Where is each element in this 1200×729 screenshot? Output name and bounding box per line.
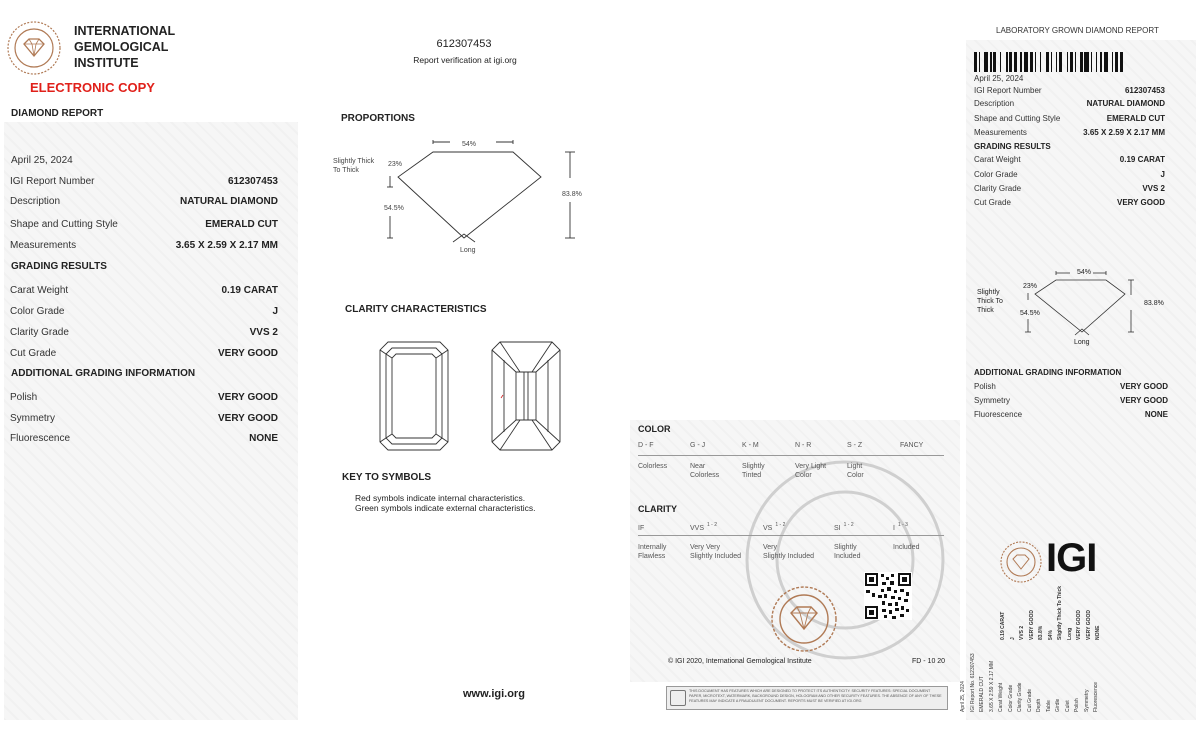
grading-value: J <box>272 306 278 317</box>
detail-label: Description <box>10 196 61 207</box>
clarity-grade <box>690 522 717 532</box>
igi-logo-seal-icon <box>998 539 1044 585</box>
clarity-grade <box>638 522 647 532</box>
barcode-bar <box>1009 52 1012 72</box>
stub-value: 83.8% <box>1038 625 1044 640</box>
right-grading-label: Color Grade <box>974 170 1018 179</box>
clarity-grade <box>834 522 854 532</box>
barcode-bar <box>1115 52 1118 72</box>
additional-value: VERY GOOD <box>217 413 278 424</box>
right-detail-value: NATURAL DIAMOND <box>1086 99 1165 108</box>
barcode-bar <box>1056 52 1058 72</box>
color-term: Light Color <box>847 463 864 479</box>
barcode-bar <box>990 52 992 72</box>
igi-bottom-seal-icon <box>768 583 840 655</box>
right-additional-label: Fluorescence <box>974 410 1023 419</box>
right-additional-value: VERY GOOD <box>1119 382 1168 391</box>
grading-label: Carat Weight <box>10 285 69 296</box>
right-table-percent: 54% <box>1077 269 1092 276</box>
emerald-crown-plot <box>378 340 450 452</box>
barcode-bar <box>1000 52 1002 72</box>
color-grade: N - R <box>795 442 812 449</box>
color-scale-title: COLOR <box>638 424 671 434</box>
clarity-grade <box>893 522 908 532</box>
stub-value: NONE <box>1095 625 1101 640</box>
key-red-symbols: Red symbols indicate internal characteristics. <box>355 493 526 503</box>
stub-label: Color Grade <box>1007 684 1014 712</box>
right-additional-label: Symmetry <box>974 396 1010 405</box>
grading-label: Clarity Grade <box>10 327 69 338</box>
color-scale-line <box>638 455 944 456</box>
clarity-grade-label: VS <box>763 525 773 532</box>
stub-value: J <box>1009 637 1016 640</box>
clarity-grade-label: VVS <box>690 525 705 532</box>
clarity-grade-range: 1 - 2 <box>843 522 854 528</box>
detail-value: NATURAL DIAMOND <box>180 196 278 207</box>
right-grading-value: VVS 2 <box>1142 184 1165 193</box>
copyright-text: © IGI 2020, International Gemological Institute <box>668 658 812 665</box>
detail-label: Measurements <box>10 240 77 251</box>
grading-label: Color Grade <box>10 306 65 317</box>
depth-percent: 83.8% <box>562 191 582 198</box>
barcode-bar <box>974 52 977 72</box>
detail-label: Shape and Cutting Style <box>10 219 118 230</box>
grading-value: VERY GOOD <box>217 348 278 359</box>
grading-label: Cut Grade <box>10 348 57 359</box>
additional-label: Polish <box>10 392 38 403</box>
pavilion-percent: 54.5% <box>384 205 404 212</box>
stub-label: Polish <box>1074 698 1080 712</box>
girdle-description: Slightly Thick To Thick <box>333 158 375 174</box>
barcode-bar <box>1046 52 1049 72</box>
clarity-grade-range: 1 - 3 <box>897 522 908 528</box>
report-date: April 25, 2024 <box>11 155 73 166</box>
clarity-grade-label: IF <box>638 525 645 532</box>
barcode-bar <box>1040 52 1042 72</box>
stub-label: Girdle <box>1055 698 1061 712</box>
verification-text[interactable]: Report verification at igi.org <box>413 55 517 65</box>
clarity-grade-label: SI <box>834 525 841 532</box>
stub-value: 0.19 CARAT <box>1000 611 1006 640</box>
stub-value: Long <box>1066 627 1073 640</box>
grading-value: 0.19 CARAT <box>221 285 278 296</box>
barcode-bar <box>1100 52 1102 72</box>
detail-label: IGI Report Number <box>10 176 95 187</box>
barcode-bar <box>1084 52 1089 72</box>
barcode-bar <box>1030 52 1033 72</box>
right-grading-value: VERY GOOD <box>1116 198 1165 207</box>
color-term: Slightly Tinted <box>742 463 765 479</box>
right-culet-description: Long <box>1074 339 1090 346</box>
report-number-top: 612307453 <box>436 38 492 50</box>
crown-percent: 23% <box>388 161 403 168</box>
right-pavilion-percent: 54.5% <box>1020 310 1040 317</box>
detail-value: 3.65 X 2.59 X 2.17 MM <box>175 240 278 251</box>
right-detail-label: Measurements <box>974 128 1027 137</box>
barcode-bar <box>1091 52 1093 72</box>
proportions-title: PROPORTIONS <box>341 113 415 124</box>
stub-label: Symmetry <box>1083 689 1090 712</box>
right-grading-value: 0.19 CARAT <box>1119 155 1165 164</box>
igi-logo-text: IGI <box>1046 536 1097 580</box>
detail-value: 612307453 <box>227 176 278 187</box>
form-code: FD - 10 20 <box>912 658 946 665</box>
barcode-bar <box>1051 52 1053 72</box>
grading-title: GRADING RESULTS <box>11 261 107 272</box>
barcode-bar <box>1080 52 1083 72</box>
clarity-term: Slightly Included <box>834 544 861 560</box>
barcode-bar <box>1014 52 1017 72</box>
proportions-diagram <box>330 130 600 260</box>
additional-label: Symmetry <box>10 413 55 424</box>
electronic-copy-label: ELECTRONIC COPY <box>30 80 155 95</box>
barcode-bar <box>1059 52 1062 72</box>
right-additional-label: Polish <box>974 382 996 391</box>
right-crown-percent: 23% <box>1023 283 1038 290</box>
right-grading-title: GRADING RESULTS <box>974 142 1051 151</box>
right-detail-value: 3.65 X 2.59 X 2.17 MM <box>1083 128 1165 137</box>
key-to-symbols-title: KEY TO SYMBOLS <box>342 472 432 483</box>
color-grade: S - Z <box>847 442 863 449</box>
barcode-bar <box>1096 52 1098 72</box>
stub-label: EMERALD CUT <box>979 676 985 712</box>
right-report-date: April 25, 2024 <box>974 74 1024 83</box>
key-green-symbols: Green symbols indicate external characteristics. <box>355 503 536 513</box>
stub-value: Slightly Thick To Thick <box>1057 585 1063 640</box>
barcode-bar <box>1024 52 1029 72</box>
culet-description: Long <box>460 247 476 254</box>
igi-seal-icon <box>4 18 64 78</box>
right-grading-label: Clarity Grade <box>974 184 1022 193</box>
stub-value: VVS 2 <box>1019 625 1025 640</box>
stub-label: IGI Report No. 612307453 <box>969 653 976 712</box>
barcode-bar <box>1020 52 1022 72</box>
right-detail-value: EMERALD CUT <box>1106 114 1165 123</box>
report-title: DIAMOND REPORT <box>11 108 104 119</box>
barcode-bar <box>993 52 996 72</box>
barcode-bar <box>1006 52 1008 72</box>
additional-label: Fluorescence <box>10 433 71 444</box>
clarity-term: Included <box>893 544 920 551</box>
color-term: Very Light Color <box>795 463 827 479</box>
color-term: Near Colorless <box>690 463 720 479</box>
grading-value: VVS 2 <box>249 327 278 338</box>
right-additional-value: NONE <box>1144 410 1168 419</box>
clarity-grade-range: 1 - 2 <box>707 522 718 528</box>
table-percent: 54% <box>462 141 477 148</box>
barcode-bar <box>984 52 989 72</box>
barcode-bar <box>1035 52 1037 72</box>
stub-value: VERY GOOD <box>1076 609 1082 640</box>
stub-label: 3.65 X 2.59 X 2.17 MM <box>988 660 995 712</box>
barcode <box>974 52 1174 74</box>
right-detail-label: Shape and Cutting Style <box>974 114 1061 123</box>
qr-code-icon[interactable] <box>864 572 912 620</box>
right-grading-label: Carat Weight <box>974 155 1021 164</box>
right-report-title: LABORATORY GROWN DIAMOND REPORT <box>996 26 1159 35</box>
right-detail-value: 612307453 <box>1124 86 1165 95</box>
right-grading-label: Cut Grade <box>974 198 1011 207</box>
stub-label: Carat Weight <box>998 682 1004 712</box>
barcode-bar <box>1112 52 1114 72</box>
barcode-bar <box>1120 52 1123 72</box>
stub-label: Fluorescence <box>1093 681 1099 712</box>
barcode-bar <box>1070 52 1073 72</box>
right-detail-label: IGI Report Number <box>974 86 1042 95</box>
stub-label: Cut Grade <box>1026 688 1033 712</box>
clarity-term: Very Very Slightly Included <box>690 544 741 560</box>
clarity-term: Internally Flawless <box>638 544 667 560</box>
additional-value: NONE <box>249 433 278 444</box>
right-girdle-description: Slightly Thick To Thick <box>977 289 1003 314</box>
detail-value: EMERALD CUT <box>205 219 278 230</box>
security-disclaimer <box>666 686 948 710</box>
stub-label: Table <box>1045 700 1052 712</box>
right-detail-label: Description <box>974 99 1015 108</box>
clarity-grade <box>763 522 785 532</box>
color-grade: G - J <box>690 442 706 449</box>
color-grade: K - M <box>742 442 759 449</box>
color-term: Colorless <box>638 463 668 470</box>
clarity-term: Very Slightly Included <box>763 544 814 560</box>
org-name: INTERNATIONAL GEMOLOGICAL INSTITUTE <box>74 24 176 70</box>
right-additional-value: VERY GOOD <box>1119 396 1168 405</box>
right-grading-value: J <box>1160 170 1165 179</box>
clarity-characteristics-title: CLARITY CHARACTERISTICS <box>345 304 487 315</box>
website-link[interactable]: www.igi.org <box>463 688 525 700</box>
emerald-pavilion-plot <box>490 340 562 452</box>
right-additional-title: ADDITIONAL GRADING INFORMATION <box>974 368 1122 377</box>
clarity-scale-title: CLARITY <box>638 504 677 514</box>
color-grade: FANCY <box>900 442 924 449</box>
stub-label: April 25, 2024 <box>960 681 966 712</box>
additional-title: ADDITIONAL GRADING INFORMATION <box>11 368 196 379</box>
color-grade: D - F <box>638 442 654 449</box>
barcode-bar <box>1104 52 1109 72</box>
stub-value: VERY GOOD <box>1028 609 1035 640</box>
security-seal-icon <box>670 690 686 706</box>
stub-value: 54% <box>1047 629 1054 640</box>
stub-label: Culet <box>1064 700 1071 712</box>
barcode-bar <box>1075 52 1077 72</box>
right-depth-percent: 83.8% <box>1144 300 1164 307</box>
clarity-grade-range: 1 - 2 <box>775 522 786 528</box>
clarity-grade-label: I <box>893 525 895 532</box>
stub-label: Clarity Grade <box>1017 682 1023 712</box>
barcode-bar <box>1067 52 1069 72</box>
stub-value: VERY GOOD <box>1085 609 1092 640</box>
disclaimer-text: THIS DOCUMENT HAS FEATURES WHICH ARE DESIGNED TO PROTECT ITS AUTHENTICITY. SECURITY FEATURES: SPECIAL DOCUMENT PAPER, MICROTEXT, WATERMARK, BACKGROUND DESIGN, HOLOGRAM AND OTHER SECURITY FEATURES. THE ABSENCE OF ANY OF THESE FEATURES MAY INDICATE A FRAUDULENT DOCUMENT. REPORTS MUST BE VERIFIED AT IGI.ORG <box>689 689 942 703</box>
stub-label: Depth <box>1036 698 1042 712</box>
clarity-scale-line <box>638 535 944 536</box>
additional-value: VERY GOOD <box>217 392 278 403</box>
barcode-bar <box>979 52 981 72</box>
